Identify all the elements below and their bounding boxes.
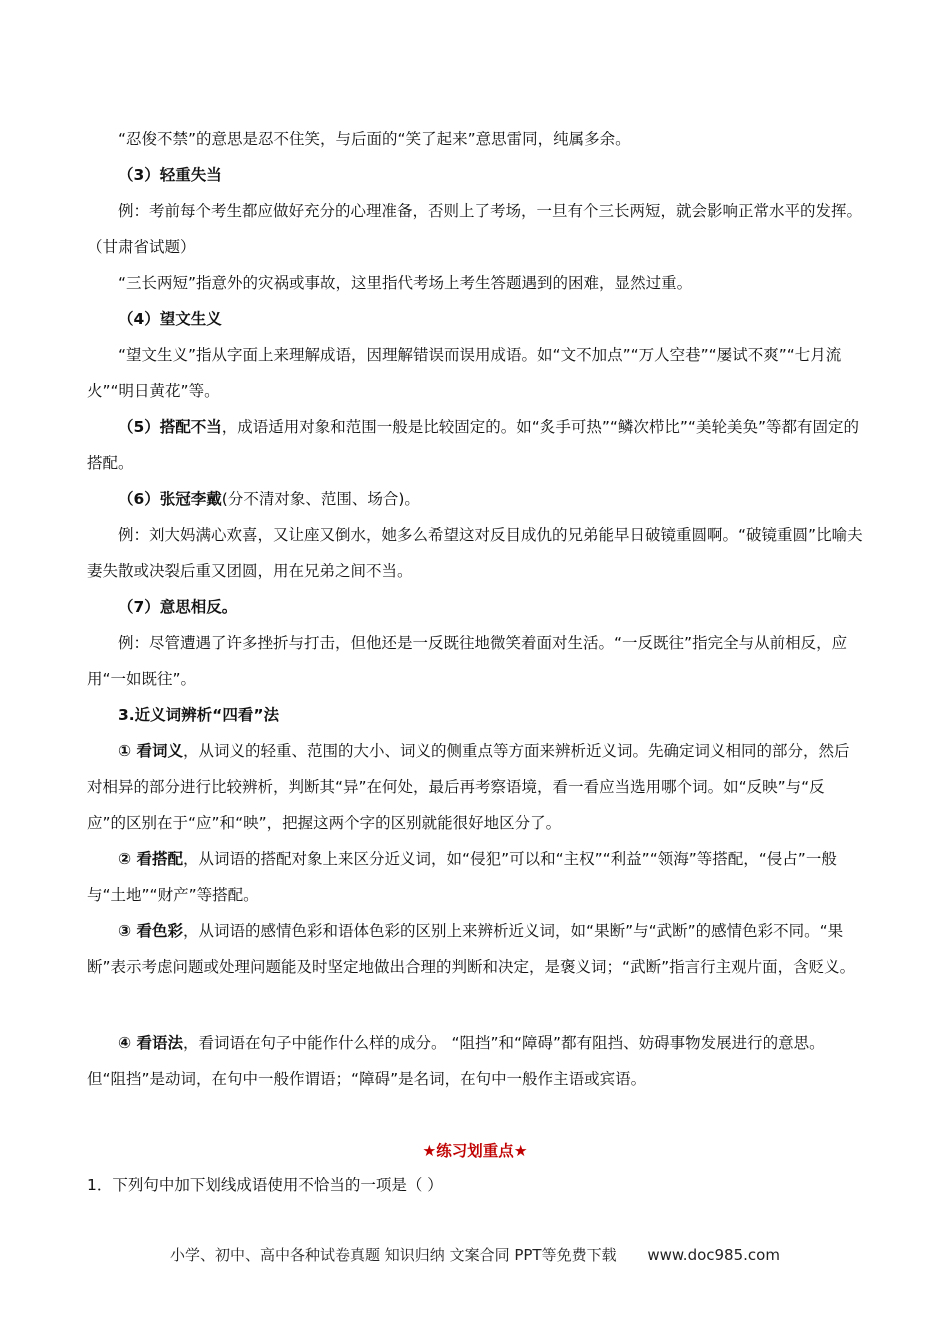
synonym-method-3-head: ③ 看色彩 <box>118 922 184 940</box>
page-footer <box>0 1244 950 1266</box>
footer-text: 小学、初中、高中各种试卷真题 知识归纳 文案合同 PPT等免费下载 <box>170 1246 617 1264</box>
synonym-method-2-text: ，从词语的搭配对象上来区分近义词，如“侵犯”可以和“主权”“利益”“领海”等搭配，“侵占”一般与“土地”“财产”等搭配。 <box>87 850 837 904</box>
heading-3: （3）轻重失当 <box>118 166 222 184</box>
heading-7: （7）意思相反。 <box>118 598 238 616</box>
footer-url[interactable]: www.doc985.com <box>647 1246 780 1264</box>
synonym-method-2 <box>87 841 863 913</box>
paragraph-4: “望文生义”指从字面上来理解成语，因理解错误而误用成语。如“文不加点”“万人空巷”“屡试不爽”“七月流火”“明日黄花”等。 <box>87 346 842 400</box>
paragraph-5-text: ，成语适用对象和范围一般是比较固定的。如“炙手可热”“鳞次栉比”“美轮美奂”等都有固定的搭配。 <box>87 418 859 472</box>
paragraph-renjunbujin: “忍俊不禁”的意思是忍不住笑，与后面的“笑了起来”意思雷同，纯属多余。 <box>118 130 631 148</box>
example-6: 例：刘大妈满心欢喜，又让座又倒水，她多么希望这对反目成仇的兄弟能早日破镜重圆啊。“破镜重圆”比喻夫妻失散或决裂后重又团圆，用在兄弟之间不当。 <box>87 526 863 580</box>
synonym-method-1-head: ① 看词义 <box>118 742 184 760</box>
explanation-3: “三长两短”指意外的灾祸或事故，这里指代考场上考生答题遇到的困难，显然过重。 <box>118 274 693 292</box>
synonym-method-4-head: ④ 看语法 <box>118 1034 184 1052</box>
synonym-method-3-text: ，从词语的感情色彩和语体色彩的区别上来辨析近义词，如“果断”与“武断”的感情色彩不同。“果断”表示考虑问题或处理问题能及时坚定地做出合理的判断和决定，是褒义词；“武断”指言行主观片面，含贬义。 <box>87 922 856 976</box>
practice-title: ★练习划重点★ <box>422 1142 528 1160</box>
example-3: 例：考前每个考生都应做好充分的心理准备，否则上了考场，一旦有个三长两短，就会影响正常水平的发挥。（甘肃省试题） <box>87 202 863 256</box>
synonym-method-1-text: ，从词义的轻重、范围的大小、词义的侧重点等方面来辨析近义词。先确定词义相同的部分，然后对相异的部分进行比较辨析，判断其“异”在何处，最后再考察语境，看一看应当选用哪个词。如“反映”与“反应”的区别在于“应”和“映”，把握这两个字的区别就能很好地区分了。 <box>87 742 850 832</box>
paragraph-5 <box>87 409 863 481</box>
paragraph-6 <box>87 481 863 517</box>
question-1: 1．下列句中加下划线成语使用不恰当的一项是（ ） <box>87 1176 443 1194</box>
synonym-method-3 <box>87 913 863 985</box>
example-7: 例：尽管遭遇了许多挫折与打击，但他还是一反既往地微笑着面对生活。“一反既往”指完全与从前相反，应用“一如既往”。 <box>87 634 848 688</box>
synonym-method-2-head: ② 看搭配 <box>118 850 184 868</box>
synonym-method-4-text: ，看词语在句子中能作什么样的成分。 “阻挡”和“障碍”都有阻挡、妨碍事物发展进行的意思。但“阻挡”是动词，在句中一般作谓语；“障碍”是名词，在句中一般作主语或宾语。 <box>87 1034 825 1088</box>
heading-6: （6）张冠李戴 <box>118 490 222 508</box>
heading-4: （4）望文生义 <box>118 310 222 328</box>
synonym-method-4 <box>87 1025 863 1097</box>
heading-5: （5）搭配不当 <box>118 418 222 436</box>
paragraph-6-text: (分不清对象、范围、场合)。 <box>221 490 420 508</box>
synonym-method-1 <box>87 733 863 841</box>
heading-synonyms: 3.近义词辨析“四看”法 <box>118 706 280 724</box>
